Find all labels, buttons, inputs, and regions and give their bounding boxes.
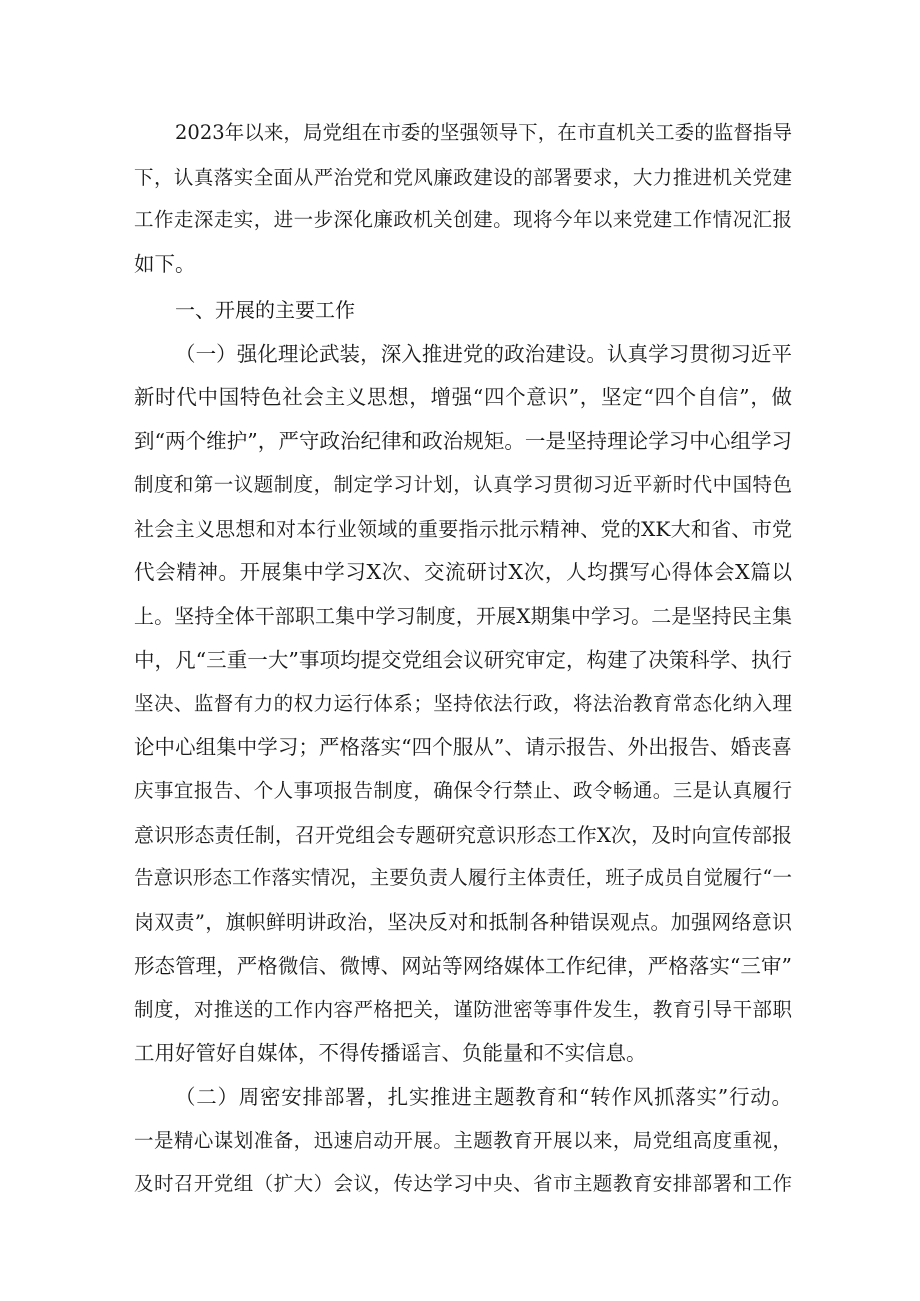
paragraph-line: 庆事宜报告、个人事项报告制度，确保令行禁止、政令畅通。三是认真履行	[134, 779, 792, 802]
paragraph-line: 社会主义思想和对本行业领域的重要指示批示精神、党的XK大和省、市党	[134, 517, 792, 541]
paragraph-line: 中，凡“三重一大”事项均提交党组会议研究审定，构建了决策科学、执行	[134, 648, 792, 672]
paragraph-line: 代会精神。开展集中学习X次、交流研讨X次，人均撰写心得体会X篇以	[134, 560, 792, 584]
paragraph-line: 告意识形态工作落实情况，主要负责人履行主体责任，班子成员自觉履行“一	[134, 866, 792, 889]
paragraph-line: 工用好管好自媒体，不得传播谣言、负能量和不实信息。	[134, 1041, 647, 1065]
paragraph-line: 上。坚持全体干部职工集中学习制度，开展X期集中学习。二是坚持民主集	[134, 604, 792, 628]
paragraph-line: 制度和第一议题制度，制定学习计划，认真学习贯彻习近平新时代中国特色	[134, 473, 792, 496]
paragraph-line: 新时代中国特色社会主义思想，增强“四个意识”，坚定“四个自信”，做	[134, 385, 792, 409]
paragraph-line: 坚决、监督有力的权力运行体系；坚持依法行政，将法治教育常态化纳入理	[134, 692, 792, 715]
paragraph-line: （一）强化理论武装，深入推进党的政治建设。认真学习贯彻习近平	[175, 342, 792, 366]
section-heading: 一、开展的主要工作	[175, 298, 355, 322]
paragraph-line: 下，认真落实全面从严治党和党风廉政建设的部署要求，大力推进机关党建	[134, 166, 792, 189]
paragraph-line: 到“两个维护”，严守政治纪律和政治规矩。一是坚持理论学习中心组学习	[134, 429, 792, 453]
paragraph-line: 及时召开党组（扩大）会议，传达学习中央、省市主题教育安排部署和工作	[134, 1172, 792, 1195]
paragraph-line: （二）周密安排部署，扎实推进主题教育和“转作风抓落实”行动。	[175, 1085, 792, 1109]
paragraph-line: 如下。	[134, 252, 196, 276]
paragraph-line: 工作走深走实，进一步深化廉政机关创建。现将今年以来党建工作情况汇报	[134, 208, 792, 231]
paragraph-line: 形态管理，严格微信、微博、网站等网络媒体工作纪律，严格落实“三审”	[134, 954, 792, 978]
paragraph-line: 论中心组集中学习；严格落实“四个服从”、请示报告、外出报告、婚丧喜	[134, 735, 792, 759]
paragraph-line: 意识形态责任制，召开党组会专题研究意识形态工作X次，及时向宣传部报	[134, 823, 792, 847]
paragraph-line: 岗双责”，旗帜鲜明讲政治，坚决反对和抵制各种错误观点。加强网络意识	[134, 910, 792, 934]
paragraph-line: 2023年以来，局党组在市委的坚强领导下，在市直机关工委的监督指导	[175, 121, 792, 144]
paragraph-line: 制度，对推送的工作内容严格把关，谨防泄密等事件发生，教育引导干部职	[134, 998, 792, 1021]
paragraph-line: 一是精心谋划准备，迅速启动开展。主题教育开展以来，局党组高度重视，	[134, 1129, 792, 1152]
